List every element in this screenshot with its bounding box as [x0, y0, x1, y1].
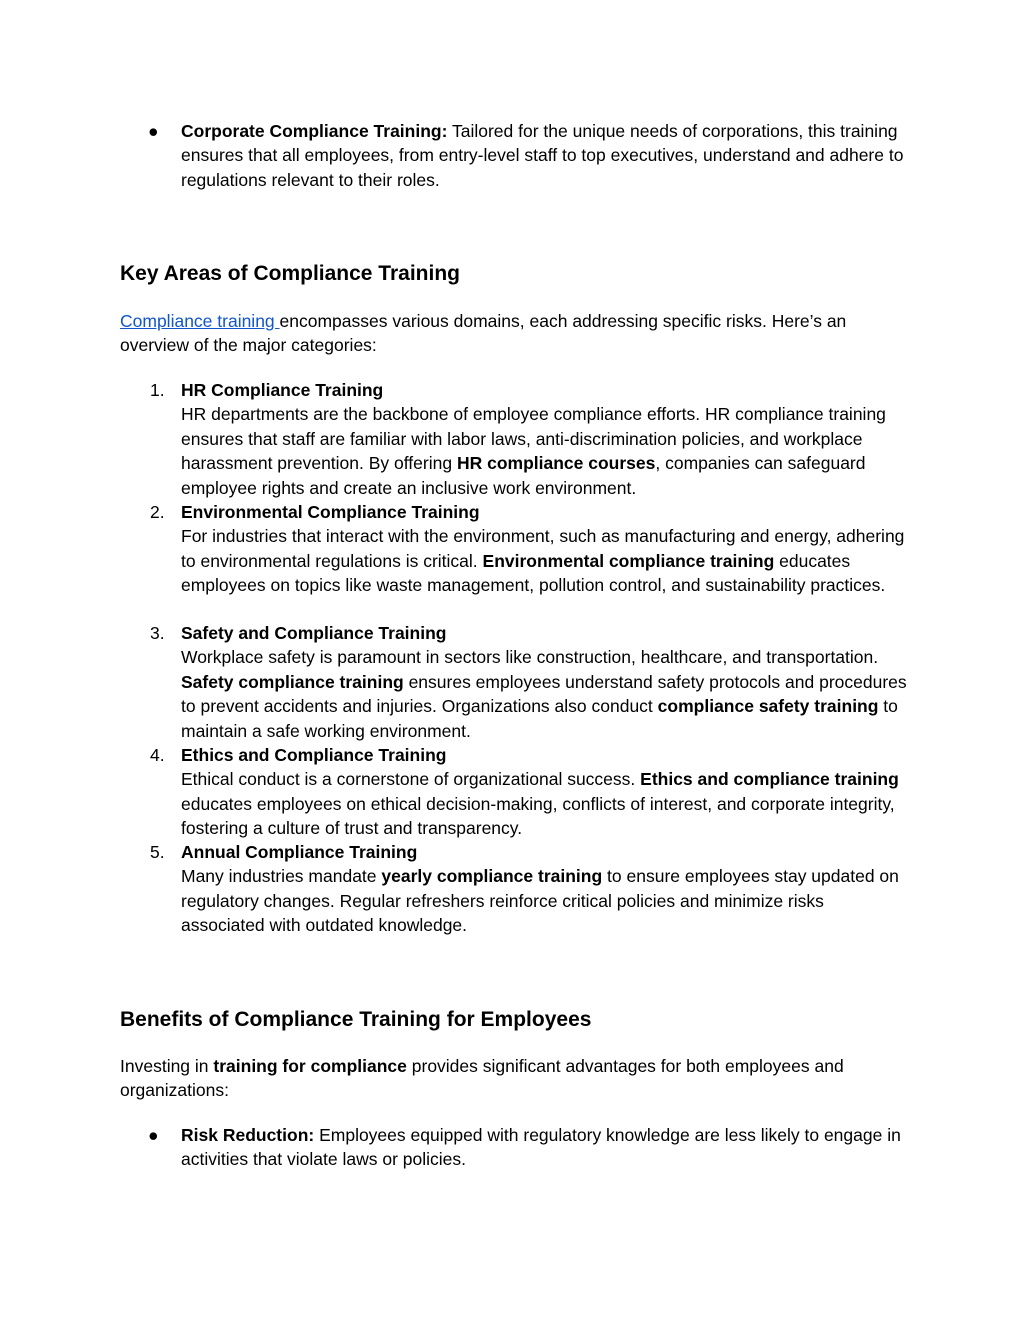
bullet-body — [181, 119, 910, 192]
key-areas-intro-paragraph — [120, 309, 910, 358]
list-item-text: HR departments are the backbone of employee compliance efforts. HR compliance training ensures that staff are familiar with labor laws, anti-discrimination policies, and workplace harassment prevention. By offering — [181, 404, 886, 474]
list-item-bold-phrase: yearly compliance training — [381, 866, 603, 887]
list-item-text: to maintain a safe working environment. — [181, 696, 898, 741]
list-item-bold-phrase: Environmental compliance training — [482, 550, 775, 571]
list-item-text: ensures employees understand safety protocols and procedures to prevent accidents and injuries. Organizations also conduct — [181, 671, 907, 717]
list-item-bold-phrase: compliance safety training — [657, 696, 879, 717]
benefits-intro-text: provides significant advantages for both employees and organizations: — [120, 1056, 844, 1101]
section-heading-benefits: Benefits of Compliance Training for Employees — [120, 1008, 592, 1031]
list-item-environmental-compliance — [120, 500, 910, 598]
list-number: 1. — [150, 380, 165, 400]
list-item-text: educates employees on ethical decision-making, conflicts of interest, and corporate integrity, fostering a culture of trust and transparency. — [181, 793, 895, 839]
list-item-title: Safety and Compliance Training — [181, 623, 447, 643]
list-item-annual-compliance — [120, 840, 910, 938]
bullet-marker: ● — [148, 1125, 159, 1145]
list-item-text: to ensure employees stay updated on regulatory changes. Regular refreshers reinforce critical policies and minimize risks associated with outdated knowledge. — [181, 866, 899, 936]
list-item-bold-phrase: HR compliance courses — [456, 453, 656, 474]
bullet-bold-label: Corporate Compliance Training: — [181, 121, 448, 141]
list-number: 2. — [150, 502, 165, 522]
bullet-item-corporate-compliance — [120, 119, 910, 192]
bullet-marker: ● — [148, 121, 159, 141]
list-item-text: Ethical conduct is a cornerstone of organizational success. — [181, 769, 641, 790]
benefits-intro-text: Investing in — [120, 1056, 214, 1076]
bullet-bold-label: Risk Reduction: — [181, 1125, 315, 1145]
list-item-body — [181, 621, 910, 743]
section-heading-key-areas: Key Areas of Compliance Training — [120, 262, 460, 285]
list-item-body — [181, 840, 910, 938]
list-item-text: For industries that interact with the environment, such as manufacturing and energy, adhering to environmental regulations is critical. — [181, 526, 905, 571]
list-item-title: Environmental Compliance Training — [181, 502, 480, 522]
list-item-body — [181, 500, 910, 598]
list-item-text: , companies can safeguard employee rights and create an inclusive work environment. — [181, 453, 866, 498]
benefits-intro-paragraph — [120, 1054, 910, 1103]
benefits-intro-bold-phrase: training for compliance — [213, 1056, 407, 1076]
list-item-ethics-compliance — [120, 743, 910, 841]
bullet-text: Tailored for the unique needs of corporations, this training ensures that all employees, from entry-level staff to top executives, understand and adhere to regulations relevant to their roles. — [181, 121, 904, 190]
list-item-bold-phrase: Safety compliance training — [181, 671, 404, 692]
list-number: 4. — [150, 745, 165, 765]
list-item-text: educates employees on topics like waste management, pollution control, and sustainability practices. — [181, 550, 886, 596]
compliance-training-link[interactable]: Compliance training — [120, 311, 280, 331]
key-areas-intro-text: encompasses various domains, each addressing specific risks. Here’s an overview of the major categories: — [120, 311, 847, 356]
bullet-text: Employees equipped with regulatory knowledge are less likely to engage in activities that violate laws or policies. — [181, 1125, 901, 1170]
list-number: 5. — [150, 842, 165, 862]
list-item-body — [181, 743, 910, 841]
list-item-hr-compliance — [120, 378, 910, 500]
list-item-title: HR Compliance Training — [181, 380, 384, 400]
bullet-body — [181, 1123, 910, 1172]
list-item-title: Ethics and Compliance Training — [181, 745, 447, 765]
list-item-text: Workplace safety is paramount in sectors like construction, healthcare, and transportation. — [181, 647, 879, 668]
list-item-title: Annual Compliance Training — [181, 842, 418, 862]
list-item-body — [181, 378, 910, 500]
list-item-text: Many industries mandate — [181, 866, 382, 887]
list-item-bold-phrase: Ethics and compliance training — [640, 769, 899, 790]
list-item-safety-compliance — [120, 621, 910, 743]
bullet-item-risk-reduction — [120, 1123, 910, 1172]
list-number: 3. — [150, 623, 165, 643]
